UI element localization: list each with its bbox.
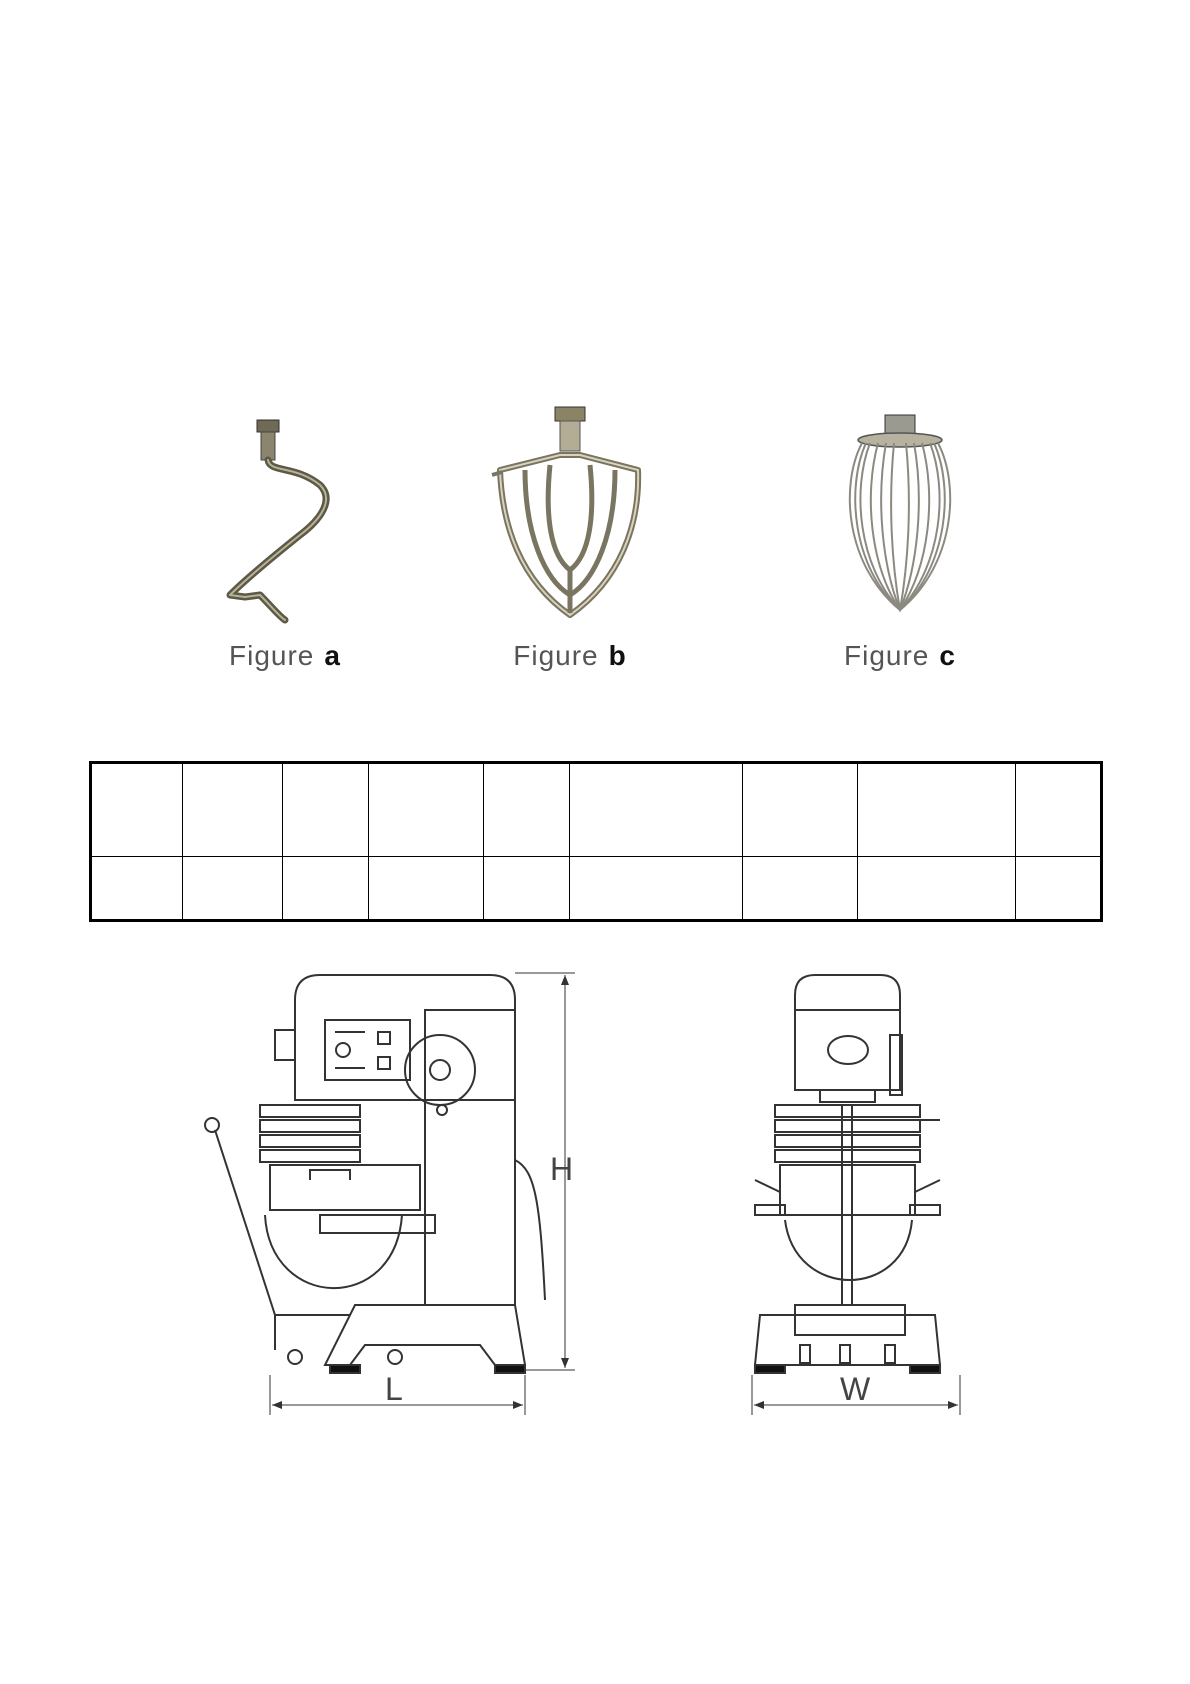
figure-a-caption	[185, 640, 385, 672]
table-cell	[283, 857, 369, 921]
figure-b	[470, 395, 670, 695]
table-header-cell	[283, 763, 369, 857]
table-row	[91, 857, 1102, 921]
mixer-side-view-drawing	[190, 970, 610, 1430]
figure-c-caption	[800, 640, 1000, 672]
table-cell	[570, 857, 743, 921]
mixer-front-view-drawing	[740, 970, 980, 1430]
spec-table	[89, 761, 1103, 922]
table-cell	[91, 857, 183, 921]
table-header-cell	[1016, 763, 1102, 857]
table-header-cell	[743, 763, 858, 857]
table-header-cell	[858, 763, 1016, 857]
table-cell	[369, 857, 484, 921]
figure-b-caption	[470, 640, 670, 672]
mixer-front-view	[740, 970, 980, 1435]
table-header-cell	[484, 763, 570, 857]
table-cell	[858, 857, 1016, 921]
table-header-cell	[570, 763, 743, 857]
caption-letter: a	[324, 640, 341, 671]
table-cell	[484, 857, 570, 921]
width-dimension-label: W	[840, 1371, 871, 1407]
mixer-side-view	[190, 970, 610, 1435]
table-header-cell	[183, 763, 283, 857]
length-dimension-label: L	[385, 1371, 403, 1407]
table-cell	[743, 857, 858, 921]
caption-letter: c	[939, 640, 956, 671]
table-header-cell	[91, 763, 183, 857]
dough-hook-icon	[185, 395, 385, 625]
caption-word: Figure	[513, 640, 599, 671]
height-dimension-label: H	[550, 1151, 574, 1187]
figure-c	[800, 395, 1000, 695]
caption-letter: b	[608, 640, 627, 671]
table-cell	[1016, 857, 1102, 921]
caption-word: Figure	[844, 640, 930, 671]
table-cell	[183, 857, 283, 921]
table-header-row	[91, 763, 1102, 857]
flat-beater-icon	[470, 395, 670, 625]
table-header-cell	[369, 763, 484, 857]
caption-word: Figure	[229, 640, 315, 671]
wire-whisk-icon	[800, 395, 1000, 625]
figure-a	[185, 395, 385, 695]
